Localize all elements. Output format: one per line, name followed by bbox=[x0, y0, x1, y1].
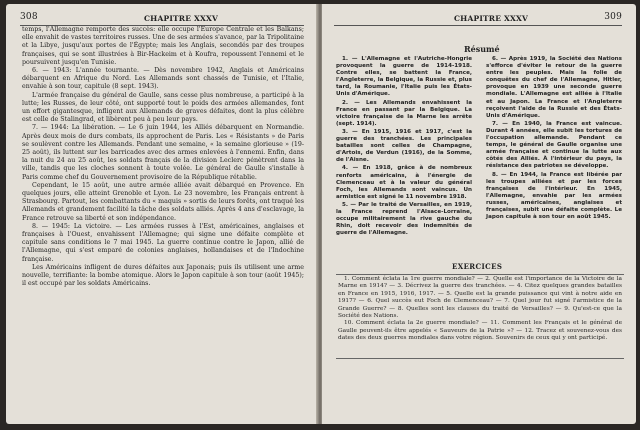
resume-item: 4. — En 1918, grâce à de nombreux renforts américains, à l'énergie de Clemenceau et à la valeur du général Foch, les Allemands sont vaincus. Un armistice est signé le 11 novembre 1918. bbox=[336, 165, 472, 200]
left-body-text bbox=[22, 26, 304, 289]
resume-columns bbox=[336, 56, 624, 252]
running-head: CHAPITRE XXXV bbox=[144, 14, 219, 23]
resume-item: 6. — Après 1919, la Société des Nations s'efforce d'éviter le retour de la guerre entre les peuples. Mais la folie de conquêtes du chef de l'Allemagne, Hitler, provoque en 1939 une seconde guerre mondiale. L'Allemagne est alliée à l'Italie et au Japon. La France et l'Angleterre reçoivent l'aide de la Russie et des États-Unis d'Amérique. bbox=[486, 56, 622, 119]
paragraph: Cependant, le 15 août, une autre armée alliée avait débarqué en Provence. En quelques jours, elle atteint Grenoble et Lyon. Le 23 novembre, les Français entrent à Strasbourg. Partout, les combattants du « maquis » sortis de leurs forêts, ont traqué les Allemands et grandement facilité la tâche des soldats alliés. Après 4 ans d'esclavage, la France retrouve sa liberté et son indépendance. bbox=[22, 181, 304, 222]
exercices-heading: EXERCICES bbox=[452, 262, 503, 271]
resume-heading: Résumé bbox=[464, 44, 500, 54]
exercice-block: 1. Comment éclata la 1re guerre mondiale? — 2. Quelle est l'importance de la Victoire de la Marne en 1914? — 3. Décrivez la guerre des tranchées. — 4. Citez quelques grandes batailles en France en 1915, 1916, 1917. — 5. Quelle est la grande puissance qui vint à notre aide en 1917? — 6. Quel succès eut Foch de Clemenceau? — 7. Quel jour fut signé l'armistice de la Grande Guerre? — 8. Quelles sont les clauses du traité de Versailles? — 9. Qu'est-ce que la Société des Nations. bbox=[338, 276, 622, 320]
paragraph: 7. — 1944: La libération. — Le 6 juin 1944, les Alliés débarquent en Normandie. Après deux mois de durs combats, ils approchent de Paris. Les « Résistants » de Paris se soulèvent contre les Allemands. Pendant une semaine, « la semaine glorieuse » (19-25 août), ils luttent sur les barricades avec des armes enlevées à l'ennemi. Enfin, dans la nuit du 24 au 25 août, les soldats français de la division Leclerc pénètrent dans la ville, tandis que les cloches sonnent à toute volée. Le général de Gaulle s'installe à Paris comme chef du Gouvernement provisoire de la République rétablie. bbox=[22, 124, 304, 181]
exercices-text bbox=[338, 276, 622, 343]
running-head: CHAPITRE XXXV bbox=[454, 14, 529, 23]
header-rule bbox=[334, 25, 622, 26]
exercice-block: 10. Comment éclata la 2e guerre mondiale? — 11. Comment les Français et le général de Gaulle peuvent-ils être appelés « Sauveurs de la Patrie »? — 12. Tracez et souvenez-vous des dates des deux guerres mondiales dans votre région. Souvenirs de ceux qui y ont participé. bbox=[338, 320, 622, 342]
page-number: 308 bbox=[20, 12, 38, 22]
paragraph: temps, l'Allemagne remporte des succès: elle occupe l'Europe Centrale et les Balkans; elle envahit de vastes territoires russes. Une de ses armées s'avance, par la Tripolitaine et la Libye, jusqu'aux portes de l'Égypte; mais les Anglais, secondés par des troupes françaises, qui se sont illustrées à Bir-Hackeim et à Koufra, repoussent l'ennemi et le poursuivent jusqu'en Tunisie. bbox=[22, 26, 304, 66]
resume-column-right bbox=[486, 56, 622, 222]
paragraph: Les Américains infligent de dures défaites aux Japonais; puis ils utilisent une arme nouvelle, terrifiante: la bombe atomique. Alors le Japon capitule à son tour (août 1945); il est occupé par les soldats Américains. bbox=[22, 263, 304, 288]
paragraph: 6. — 1943: L'année tournante. — Dès novembre 1942, Anglais et Américains débarquent en Afrique du Nord. Les Allemands sont chassés de Tunisie, et l'Italie, envahie à son tour, capitule (8 sept. 1943). bbox=[22, 67, 304, 91]
paragraph: 8. — 1945: La victoire. — Les armées russes à l'Est, américaines, anglaises et françaises à l'Ouest, envahissent l'Allemagne; qui signe une défaite complète et capitule sans conditions le 7 mai 1945. La guerre continue contre le Japon, allié de l'Allemagne, qui s'est emparé de colonies anglaises, hollandaises et de l'Indochine française. bbox=[22, 222, 304, 263]
left-page bbox=[6, 4, 318, 424]
exercices-rule bbox=[336, 274, 624, 275]
resume-item: 7. — En 1940, la France est vaincue. Durant 4 années, elle subit les tortures de l'occupation allemande. Pendant ce temps, le général de Gaulle organise une armée française et continue la lutte aux côtés des Alliés. À l'intérieur du pays, la résistance des patriotes se développe. bbox=[486, 120, 622, 170]
resume-column-left bbox=[336, 56, 472, 238]
left-page-header bbox=[6, 14, 318, 24]
resume-item: 2. — Les Allemands envahissent la France en passant par la Belgique. La victoire française de la Marne les arrête (sept. 1914). bbox=[336, 99, 472, 127]
right-page-header bbox=[322, 14, 636, 24]
exercices-bottom-rule bbox=[336, 358, 624, 359]
page-number: 309 bbox=[604, 12, 622, 22]
resume-item: 5. — Par le traité de Versailles, en 1919, la France reprend l'Alsace-Lorraine, occupe militairement la rive gauche du Rhin, doit recevoir des indemnités de guerre de l'Allemagne. bbox=[336, 201, 472, 237]
resume-item: 1. — L'Allemagne et l'Autriche-Hongrie provoquent la guerre de 1914-1918. Contre elles, se battent la France, l'Angleterre, la Belgique, la Russie et, plus tard, la Roumanie, l'Italie puis les États-Unis d'Amérique. bbox=[336, 56, 472, 98]
resume-item: 3. — En 1915, 1916 et 1917, c'est la guerre des tranchées. Les principales batailles sont celles de Champagne, d'Artois, de Verdun (1916), de la Somme, de l'Aisne. bbox=[336, 128, 472, 164]
right-page bbox=[322, 4, 636, 424]
paragraph: L'armée française du général de Gaulle, sans cesse plus nombreuse, a participé à la lutte; les Russes, de leur côté, ont supporté tout le poids des armées allemandes, font un effort gigantesque, infligent aux Allemands de graves défaites, dont la plus célèbre est celle de Stalingrad, et libèrent peu à peu leur pays. bbox=[22, 91, 304, 124]
resume-item: 8. — En 1944, la France est libérée par les troupes alliées et par les forces françaises de l'intérieur. En 1945, l'Allemagne, envahie par les armées russes, américaines, anglaises et françaises, subit une défaite complète. Le Japon capitule à son tour en août 1945. bbox=[486, 171, 622, 221]
